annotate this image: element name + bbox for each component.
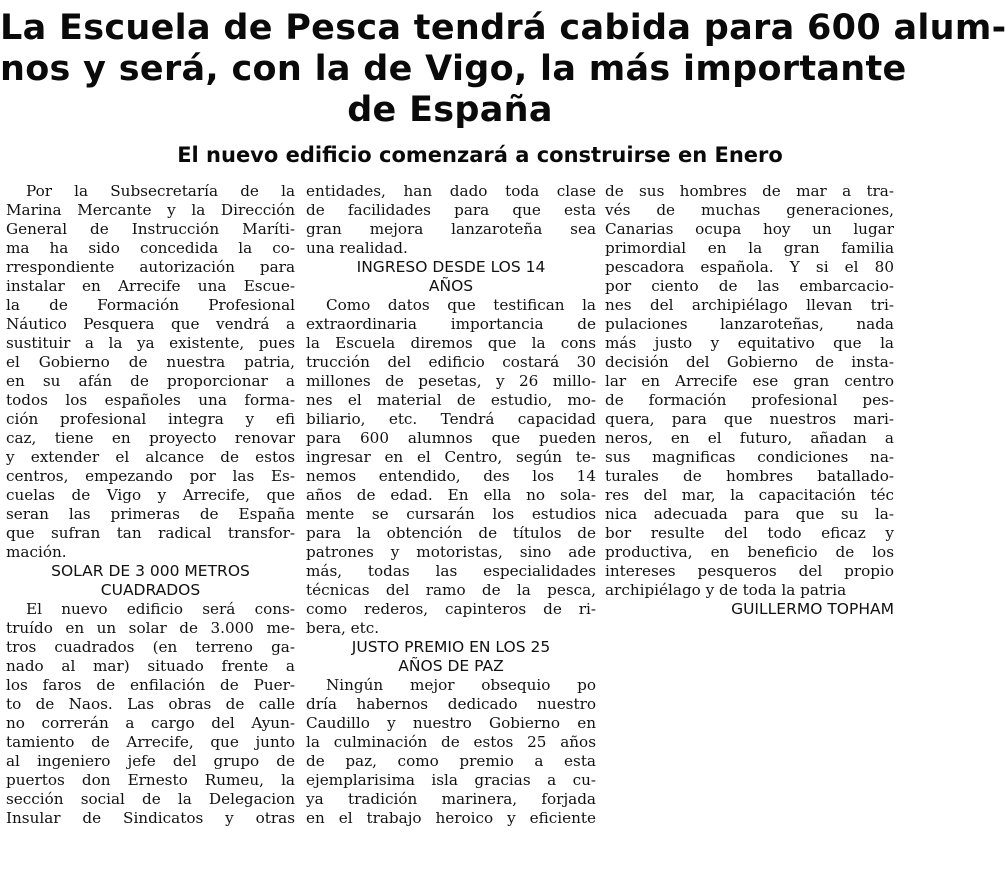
text-line: nes del archipiélago llevan tri- [605, 296, 894, 314]
text-line: de sus hombres de mar a tra- [605, 182, 894, 200]
text-line: rrespondiente autorización para [6, 258, 295, 276]
author-signature: GUILLERMO TOPHAM [731, 600, 894, 618]
text-line: millones de pesetas, y 26 millo- [306, 372, 596, 390]
section-heading-solar [6, 562, 295, 600]
text-line: biliario, etc. Tendrá capacidad [306, 410, 596, 428]
text-line: y extender el alcance de estos [6, 448, 295, 466]
text-line: ya tradición marinera, forjada [306, 790, 596, 808]
text-line: bera, etc. [306, 619, 380, 637]
text-line: de paz, como premio a esta [306, 752, 596, 770]
text-line: nado al mar) situado frente a [6, 657, 295, 675]
text-line: tros cuadrados (en terreno ga- [6, 638, 295, 656]
text-line: Insular de Sindicatos y otras [6, 809, 295, 827]
text-line: de formación profesional pes- [605, 391, 894, 409]
paragraph-entidades [306, 182, 596, 258]
text-line: decisión del Gobierno de insta- [605, 353, 894, 371]
text-line: los faros de enfilación de Puer- [6, 676, 295, 694]
text-line: para la obtención de títulos de [306, 524, 596, 542]
text-line: ción profesional integra y efi [6, 410, 295, 428]
text-line: no correrán a cargo del Ayun- [6, 714, 295, 732]
section-heading-line: JUSTO PREMIO EN LOS 25 [351, 638, 551, 656]
text-line: extraordinaria importancia de [306, 315, 596, 333]
text-line: lar en Arrecife ese gran centro [605, 372, 894, 390]
text-line: ma ha sido concedida la co- [6, 239, 295, 257]
text-line: vés de muchas generaciones, [605, 201, 894, 219]
text-line: Como datos que testifican la [326, 296, 596, 314]
text-line: caz, tiene en proyecto renovar [6, 429, 295, 447]
paragraph-ingreso [306, 296, 596, 638]
text-line: to de Naos. Las obras de calle [6, 695, 295, 713]
text-line: años de edad. En ella no sola- [306, 486, 596, 504]
text-line: más justo y equitativo que la [605, 334, 894, 352]
text-line: neros, en el futuro, añadan a [605, 429, 894, 447]
text-line: Náutico Pesquera que vendrá a [6, 315, 295, 333]
text-line: pulaciones lanzaroteñas, nada [605, 315, 894, 333]
text-line: de facilidades para que esta [306, 201, 596, 219]
text-line: la culminación de estos 25 años [306, 733, 596, 751]
text-line: por ciento de las embarcacio- [605, 277, 894, 295]
text-line: entidades, han dado toda clase [306, 182, 596, 200]
text-line: técnicas del ramo de la pesca, [306, 581, 596, 599]
text-line: quera, para que nuestros mari- [605, 410, 894, 428]
text-line: sustituir a la ya existente, pues [6, 334, 295, 352]
article-column-2 [306, 182, 596, 828]
text-line: nes el material de estudio, mo- [306, 391, 596, 409]
article-column-3 [605, 182, 894, 619]
text-line: seran las primeras de España [6, 505, 295, 523]
text-line: instalar en Arrecife una Escue- [6, 277, 295, 295]
text-line: Canarias ocupa hoy un lugar [605, 220, 894, 238]
text-line: El nuevo edificio será cons- [26, 600, 295, 618]
article-column-1 [6, 182, 295, 828]
text-line: primordial en la gran familia [605, 239, 894, 257]
text-line: pescadora española. Y si el 80 [605, 258, 894, 276]
text-line: al ingeniero jefe del grupo de [6, 752, 295, 770]
text-line: General de Instrucción Maríti- [6, 220, 295, 238]
headline-line-2: nos y será, con la de Vigo, la más importante [0, 49, 907, 89]
text-line: Caudillo y nuestro Gobierno en [306, 714, 596, 732]
text-line: nemos entendido, des los 14 [306, 467, 596, 485]
text-line: sección social de la Delegacion [6, 790, 295, 808]
text-line: Por la Subsecretaría de la [26, 182, 295, 200]
text-line: cuelas de Vigo y Arrecife, que [6, 486, 295, 504]
text-line: bor resulte del todo eficaz y [605, 524, 894, 542]
headline-line-3: de España [347, 90, 553, 130]
text-line: centros, empezando por las Es- [6, 467, 295, 485]
text-line: para 600 alumnos que pueden [306, 429, 596, 447]
paragraph-premio [306, 676, 596, 828]
text-line: la Escuela diremos que la cons [306, 334, 596, 352]
text-line: la de Formación Profesional [6, 296, 295, 314]
text-line: nica adecuada para que su la- [605, 505, 894, 523]
text-line: Marina Mercante y la Dirección [6, 201, 295, 219]
section-heading-line: INGRESO DESDE LOS 14 [356, 258, 546, 276]
text-line: mente se cursarán los estudios [306, 505, 596, 523]
text-line: tamiento de Arrecife, que junto [6, 733, 295, 751]
text-line: en su afán de proporcionar a [6, 372, 295, 390]
text-line: intereses pesqueros del propio [605, 562, 894, 580]
text-line: trucción del edificio costará 30 [306, 353, 596, 371]
section-heading-line: AÑOS [428, 277, 474, 295]
text-line: res del mar, la capacitación téc [605, 486, 894, 504]
text-line: una realidad. [306, 239, 408, 257]
paragraph-intro [6, 182, 295, 562]
text-line: puertos don Ernesto Rumeu, la [6, 771, 295, 789]
text-line: sus magnificas condiciones na- [605, 448, 894, 466]
text-line: turales de hombres batallado- [605, 467, 894, 485]
section-heading-line: SOLAR DE 3 000 METROS [51, 562, 250, 580]
paragraph-canarias [605, 182, 894, 600]
text-line: truído en un solar de 3.000 me- [6, 619, 295, 637]
text-line: patrones y motoristas, sino ade [306, 543, 596, 561]
text-line: ingresar en el Centro, según te- [306, 448, 596, 466]
headline-line-1: La Escuela de Pesca tendrá cabida para 600 alum- [0, 8, 1006, 48]
section-heading-ingreso [306, 258, 596, 296]
text-line: ejemplarisima isla gracias a cu- [306, 771, 596, 789]
section-heading-premio [306, 638, 596, 676]
text-line: productiva, en beneficio de los [605, 543, 894, 561]
text-line: gran mejora lanzaroteña sea [306, 220, 596, 238]
subheadline: El nuevo edificio comenzará a construirse en Enero [177, 143, 783, 167]
section-heading-line: CUADRADOS [100, 581, 201, 599]
text-line: archipiélago y de toda la patria [605, 581, 847, 599]
text-line: todos los españoles una forma- [6, 391, 295, 409]
section-heading-line: AÑOS DE PAZ [398, 657, 504, 675]
text-line: mación. [6, 543, 67, 561]
text-line: como rederos, capinteros de ri- [306, 600, 596, 618]
headline [0, 8, 1006, 131]
text-line: en el trabajo heroico y eficiente [306, 809, 596, 827]
text-line: Ningún mejor obsequio po [326, 676, 596, 694]
text-line: más, todas las especialidades [306, 562, 596, 580]
paragraph-solar [6, 600, 295, 828]
text-line: que sufran tan radical transfor- [6, 524, 295, 542]
text-line: el Gobierno de nuestra patria, [6, 353, 295, 371]
text-line: dría habernos dedicado nuestro [306, 695, 596, 713]
